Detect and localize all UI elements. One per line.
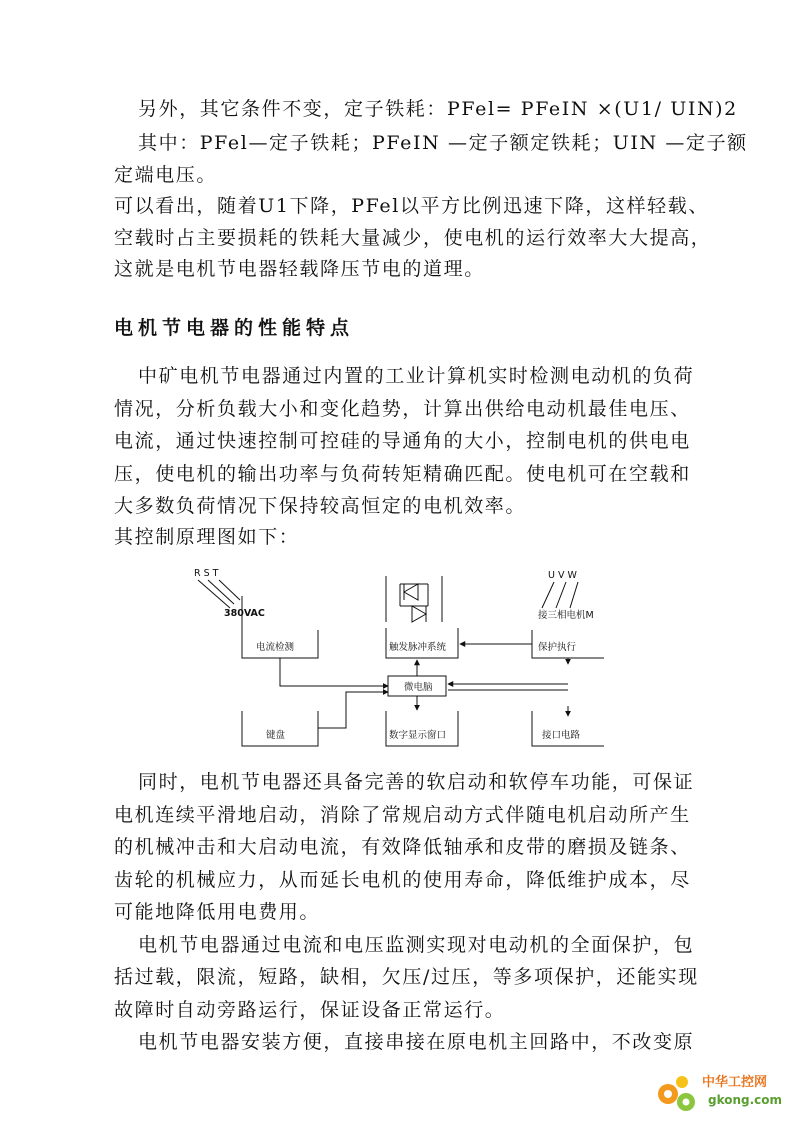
output-line-v — [556, 582, 566, 608]
watermark-logo — [652, 1064, 792, 1116]
phase-line-t — [219, 580, 240, 600]
paragraph-line: 同时，电机节电器还具备完善的软启动和软停车功能，可保证 — [138, 771, 695, 793]
paragraph-line: 压，使电机的输出功率与负荷转矩精确匹配。使电机可在空载和 — [114, 463, 691, 485]
paragraph-line: 电机连续平滑地启动，消除了常规启动方式伴随电机启动所产生 — [114, 804, 691, 826]
paragraph-line: 其控制原理图如下： — [114, 526, 300, 548]
box-trigger-label: 触发脉冲系统 — [389, 642, 447, 653]
output-line-u — [542, 582, 554, 608]
watermark-site: gkong.com — [708, 1093, 783, 1107]
box-current-detect-label: 电流检测 — [256, 642, 295, 653]
paragraph-line: 的机械冲击和大启动电流，有效降低轴承和皮带的磨损及链条、 — [114, 836, 691, 858]
paragraph-line: 故障时自动旁路运行，保证设备正常运行。 — [114, 999, 506, 1021]
paragraph-line: 可以看出，随着U1下降，PFel以平方比例迅速下降，这样轻载、 — [114, 195, 709, 217]
box-mcu-label: 微电脑 — [404, 682, 433, 693]
paragraph-line: 另外，其它条件不变，定子铁耗：PFel= PFeIN ×(U1/ UIN)2 — [138, 98, 738, 120]
control-diagram — [186, 566, 594, 752]
paragraph-line: 情况，分析负载大小和变化趋势，计算出供给电动机最佳电压、 — [114, 398, 691, 420]
phase-line-r — [198, 580, 230, 608]
paragraph-line: 可能地降低用电费用。 — [114, 901, 321, 923]
paragraph-line: 中矿电机节电器通过内置的工业计算机实时检测电动机的负荷 — [138, 365, 695, 387]
gear-icon — [658, 1076, 695, 1111]
output-line-w — [570, 582, 578, 608]
box-interface-label: 接口电路 — [542, 730, 581, 741]
paragraph-line: 齿轮的机械应力，从而延长电机的使用寿命，降低维护成本，尽 — [114, 869, 691, 891]
arrow-detect-to-mcu — [280, 658, 388, 686]
paragraph-line: 括过载，限流，短路，缺相，欠压/过压，等多项保护，还能实现 — [114, 966, 699, 988]
thyristor-icon — [386, 576, 442, 622]
input-voltage-label: 380VAC — [224, 608, 265, 619]
input-phase-labels: R S T — [194, 568, 219, 579]
paragraph-line: 大多数负荷情况下保持较高恒定的电机效率。 — [114, 495, 527, 517]
paragraph-line: 电机节电器通过电流和电压监测实现对电动机的全面保护，包 — [138, 934, 695, 956]
motor-label: 接三相电机M — [538, 610, 594, 621]
paragraph-line: 这就是电机节电器轻载降压节电的道理。 — [114, 258, 485, 280]
section-heading: 电机节电器的性能特点 — [114, 317, 355, 339]
watermark-brand: 中华工控网 — [702, 1075, 768, 1090]
box-display-label: 数字显示窗口 — [389, 730, 447, 741]
paragraph-line: 其中：PFel—定子铁耗；PFeIN —定子额定铁耗；UIN —定子额 — [138, 132, 748, 154]
paragraph-line: 定端电压。 — [114, 164, 218, 186]
paragraph-line: 空载时占主要损耗的铁耗大量减少，使电机的运行效率大大提高， — [114, 227, 712, 249]
arrow-keyboard-to-mcu — [318, 692, 388, 728]
box-keyboard-label: 键盘 — [266, 730, 286, 741]
paragraph-line: 电流，通过快速控制可控硅的导通角的大小，控制电机的供电电 — [114, 430, 691, 452]
output-phase-labels: U V W — [548, 570, 577, 581]
box-protect-label: 保护执行 — [538, 642, 577, 653]
paragraph-line: 电机节电器安装方便，直接串接在原电机主回路中，不改变原 — [138, 1031, 695, 1053]
